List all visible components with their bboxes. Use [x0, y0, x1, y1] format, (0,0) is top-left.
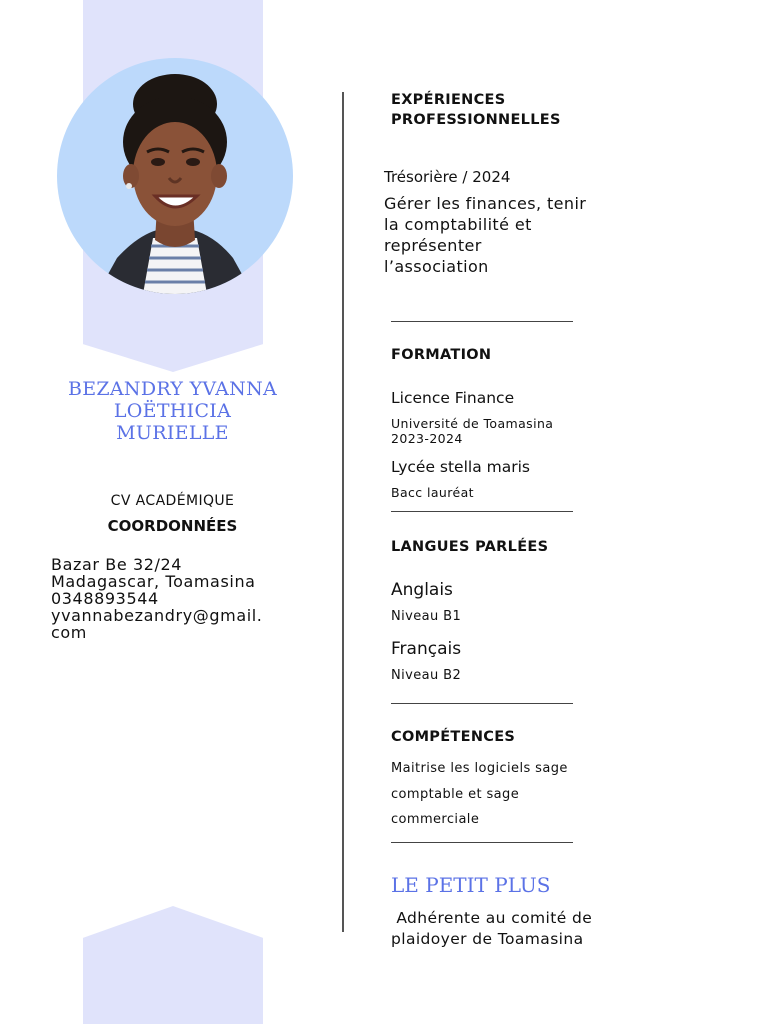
language-2: Français — [391, 639, 462, 659]
separator — [391, 511, 573, 512]
contact-phone: 0348893544 — [51, 589, 159, 608]
name-line-2: LOËTHICIA — [113, 400, 232, 422]
education-title: FORMATION — [391, 347, 492, 363]
skills-line-3: commerciale — [391, 812, 480, 827]
experience-title — [391, 90, 561, 130]
column-divider — [342, 92, 344, 932]
experience-line-4: l’association — [384, 257, 489, 276]
language-level-1: Niveau B1 — [391, 609, 462, 624]
skills-line-2: comptable et sage — [391, 786, 520, 802]
education-school-1: Université de Toamasina — [391, 416, 554, 431]
name-line-1: BEZANDRY YVANNA — [67, 378, 278, 400]
separator — [391, 321, 573, 322]
contact-address: Bazar Be 32/24 — [51, 555, 183, 574]
language-level-2: Niveau B2 — [391, 668, 462, 683]
contact-email-line-2: com — [51, 623, 87, 642]
experience-line-2: la comptabilité et — [384, 215, 532, 234]
experience-line-1: Gérer les finances, tenir — [384, 194, 587, 213]
contact-block — [51, 556, 311, 641]
portrait-illustration — [57, 58, 293, 294]
decorative-ribbon-bottom — [83, 906, 263, 1024]
education-detail-2: Bacc lauréat — [391, 485, 474, 500]
experience-line-3: représenter — [384, 236, 482, 255]
separator — [391, 842, 573, 843]
candidate-name — [40, 378, 305, 444]
extra-line-1: Adhérente au comité de — [391, 909, 593, 927]
separator — [391, 703, 573, 704]
contact-email-line-1: yvannabezandry@gmail. — [51, 606, 263, 625]
name-line-3: MURIELLE — [116, 422, 229, 444]
extra-line-2: plaidoyer de Toamasina — [391, 930, 584, 948]
profile-photo — [57, 58, 293, 294]
languages-title: LANGUES PARLÉES — [391, 539, 549, 555]
language-1: Anglais — [391, 580, 453, 600]
skills-description — [391, 756, 568, 833]
coordinates-title: COORDONNÉES — [107, 517, 238, 535]
experience-role: Trésorière / 2024 — [384, 168, 511, 186]
experience-description — [384, 193, 624, 277]
education-degree-2: Lycée stella maris — [391, 458, 530, 476]
cv-label: CV ACADÉMIQUE — [110, 493, 235, 509]
skills-title: COMPÉTENCES — [391, 729, 516, 745]
skills-line-1: Maitrise les logiciels sage — [391, 761, 568, 776]
experience-title-line-1: EXPÉRIENCES — [391, 92, 506, 108]
education-years-1: 2023-2024 — [391, 431, 463, 446]
extra-description — [391, 908, 592, 950]
experience-title-line-2: PROFESSIONNELLES — [391, 112, 561, 128]
contact-city: Madagascar, Toamasina — [51, 572, 256, 591]
extra-title: LE PETIT PLUS — [391, 873, 551, 897]
education-degree-1: Licence Finance — [391, 389, 515, 407]
